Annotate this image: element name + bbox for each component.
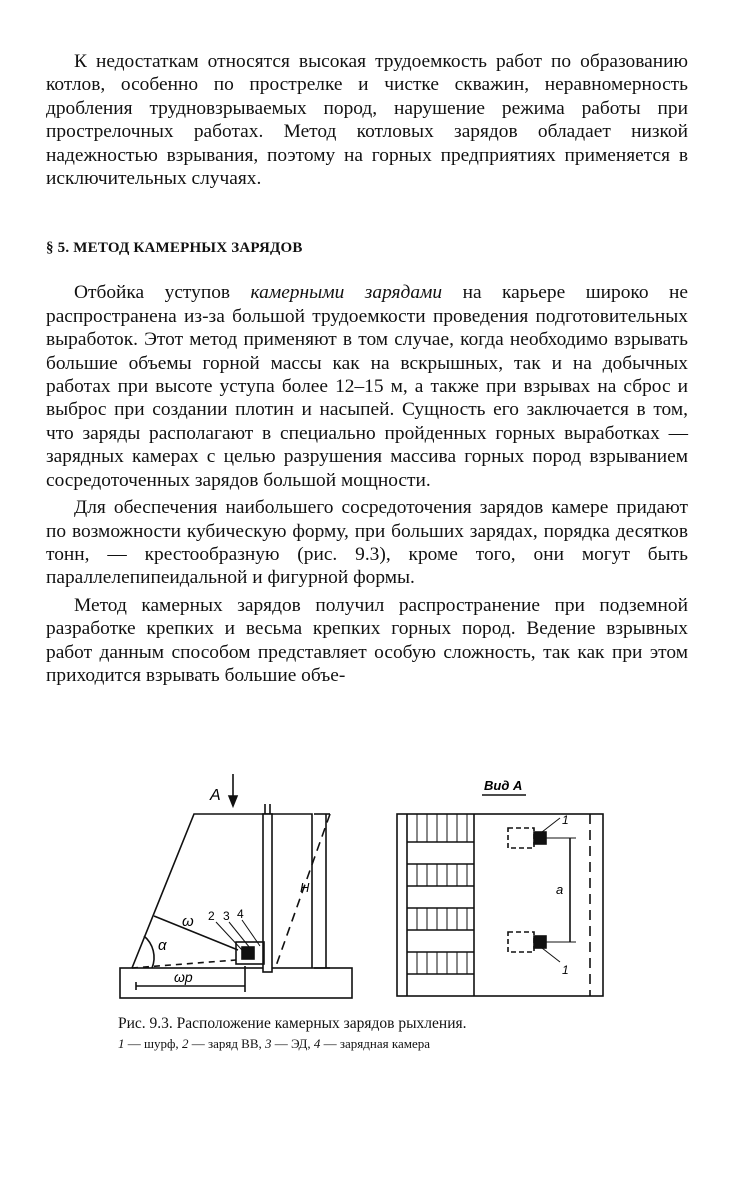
- caption-line-1: Рис. 9.3. Расположение камерных зарядов рыхления.: [118, 1015, 467, 1032]
- figure-chamber-charges: [112, 770, 622, 1010]
- label-1-top: 1: [562, 813, 569, 827]
- label-1-bottom: 1: [562, 963, 569, 977]
- upper-charge: [534, 832, 546, 844]
- label-h: H: [300, 880, 310, 895]
- view-a: [397, 795, 603, 996]
- label-alpha: α: [158, 937, 167, 954]
- section-view: [120, 774, 352, 998]
- paragraph-2: [46, 281, 688, 492]
- label-3: 3: [223, 909, 230, 923]
- lower-leader: [542, 948, 560, 962]
- caption-num-4: 4: [313, 1036, 321, 1051]
- label-wp: ωр: [174, 969, 193, 985]
- angle-line: [132, 960, 236, 968]
- caption-text-1: — шурф,: [124, 1036, 182, 1051]
- page-text: [46, 50, 688, 687]
- upper-leader: [542, 818, 560, 832]
- lower-charge: [534, 936, 546, 948]
- caption-num-3: 3: [265, 1036, 272, 1051]
- leader-3: [229, 922, 250, 948]
- paragraph-2-rest: на карьере широко не распространена из-за большой трудоемкости проведения подготовительных выработок. Этот метод применяют в том случае, когда необходимо взрывать большие объемы горной массы как на вскрышных, так и на добычных работах при высоте уступа более 12–15 м, а также при взрывах на сброс и выброс при создании плотин и насыпей. Сущность его заключается в том, что заряды располагают в специально пройденных горных выработках — зарядных камерах с целью разрушения массива горных пород взрыванием сосредоточенных зарядов большой мощности.: [46, 282, 688, 491]
- paragraph-2-start: Отбойка уступов: [74, 282, 251, 304]
- label-2: 2: [208, 909, 215, 923]
- label-4: 4: [237, 907, 244, 921]
- caption-num-2: 2: [181, 1036, 189, 1051]
- label-omega: ω: [182, 913, 194, 930]
- paragraph-3: Для обеспечения наибольшего сосредоточения зарядов камере придают по возможности кубическую форму, при больших зарядах, порядка десятков тонн, — крестообразную (рис. 9.3), кроме того, они могут быть параллелепипеидальной и фигурной формы.: [46, 497, 688, 589]
- section-title: § 5. МЕТОД КАМЕРНЫХ ЗАРЯДОВ: [46, 240, 303, 257]
- arrow-a-head: [229, 796, 237, 806]
- label-a: A: [210, 787, 221, 804]
- paragraph-1: К недостаткам относятся высокая трудоемкость работ по образованию котлов, особенно по прострелке и чистке скважин, неравномерность дробления трудновзрываемых пород, нарушение режима работы при прострелочных работах. Метод котловых зарядов обладает низкой надежностью взрывания, поэтому на горных предприятиях применяется в исключительных случаях.: [46, 51, 688, 190]
- caption-line-2: [118, 1034, 638, 1054]
- caption-text-3: — ЭД,: [271, 1036, 314, 1051]
- view-a-hatching: [407, 814, 474, 974]
- ground-block: [120, 968, 352, 998]
- caption-num-1: 1: [118, 1036, 125, 1051]
- paragraph-4: Метод камерных зарядов получил распространение при подземной разработке крепких и весьма крепких горных пород. Ведение взрывных работ данным способом представляет особую сложность, так как при этом приходится взрывать большие объе-: [46, 594, 688, 686]
- upper-chamber: [508, 828, 534, 848]
- explosive-charge: [242, 947, 254, 959]
- paragraph-2-emphasis: камерными зарядами: [250, 282, 443, 304]
- lower-chamber: [508, 932, 534, 952]
- label-a-dim: a: [556, 882, 564, 897]
- caption-text-2: — заряд ВВ,: [188, 1036, 266, 1051]
- alpha-arc: [144, 936, 154, 968]
- figure-drawing: [112, 770, 622, 1010]
- view-a-label: Вид А: [484, 778, 523, 793]
- figure-caption: [118, 1014, 638, 1054]
- caption-text-4: — зарядная камера: [320, 1036, 431, 1051]
